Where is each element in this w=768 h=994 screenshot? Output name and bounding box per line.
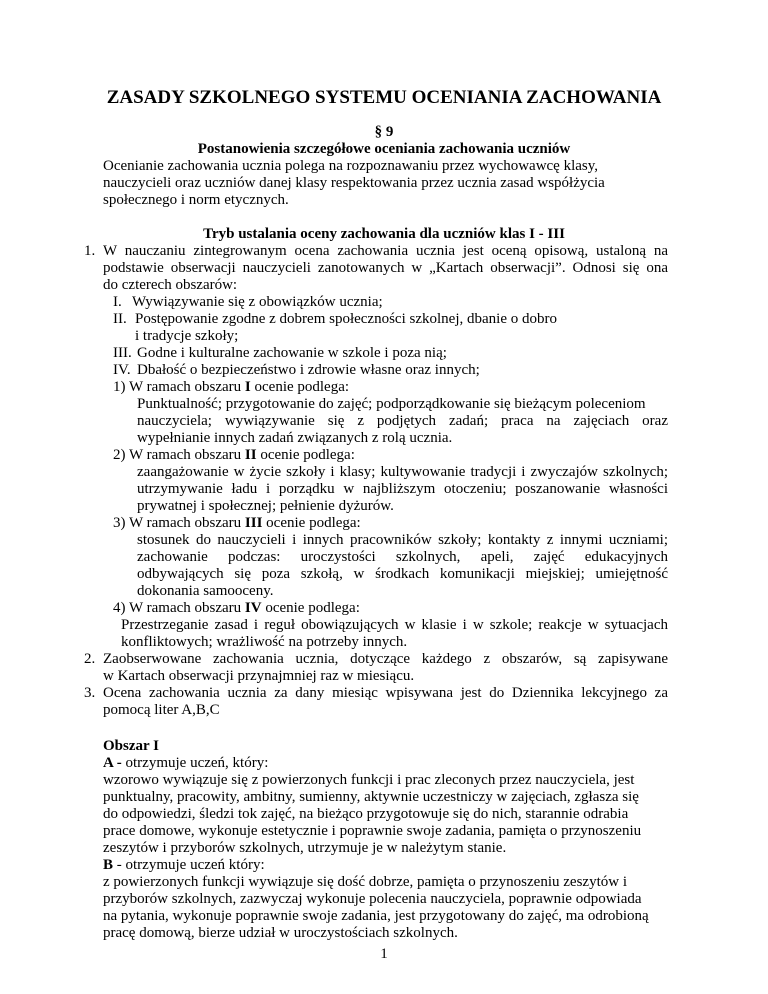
grade-b-line: pracę domową, bierze udział w uroczystościach szkolnych.	[103, 925, 458, 941]
grade-a-line: wzorowo wywiązuje się z powierzonych funkcji i prac zleconych przez nauczyciela, jest	[103, 772, 635, 788]
grade-a-line: prace domowe, wykonuje estetycznie i poprawnie swoje zadania, pamięta o przynoszeniu	[103, 823, 642, 839]
intro-line: nauczycieli oraz uczniów danej klasy respektowania przez ucznia zasad współżycia	[103, 175, 605, 191]
paragraph-line: pomocą liter A,B,C	[103, 702, 220, 718]
area-text: Dbałość o bezpieczeństwo i zdrowie własne oraz innych;	[137, 362, 480, 378]
sub-item-line: zaangażowanie w życie szkoły i klasy; kultywowanie tradycji i zwyczajów szkolnych;	[137, 464, 668, 480]
grade-b-line: z powierzonych funkcji wywiązuje się dość dobrze, pamięta o przynoszeniu zeszytów i	[103, 874, 627, 890]
paragraph-line: podstawie obserwacji nauczycieli zanotowanych w „Kartach obserwacji”. Odnosi się ona	[103, 260, 668, 276]
sub-item-heading: 1) W ramach obszaru I ocenie podlega:	[113, 379, 350, 395]
area-number: II.	[113, 311, 127, 327]
grade-a-line: zeszytów i przyborów szkolnych, utrzymuje je w należytym stanie.	[103, 840, 507, 856]
sub-item-line: Przestrzeganie zasad i reguł obowiązujących w klasie i w szkole; reakcje w sytuacjach	[121, 617, 668, 633]
area-text: Wywiązywanie się z obowiązków ucznia;	[132, 294, 383, 310]
area-number: IV.	[113, 362, 131, 378]
area-number: III.	[113, 345, 132, 361]
sub-item-line: konfliktowych; wrażliwość na potrzeby innych.	[121, 634, 408, 650]
paragraph-line: W nauczaniu zintegrowanym ocena zachowania ucznia jest oceną opisową, ustaloną na	[103, 243, 668, 259]
intro-line: Ocenianie zachowania ucznia polega na rozpoznawaniu przez wychowawcę klasy,	[103, 158, 599, 174]
area-text: Godne i kulturalne zachowanie w szkole i poza nią;	[137, 345, 447, 361]
grade-a-line: do odpowiedzi, śledzi tok zajęć, na bieżąco przygotowuje się do nich, starannie odrabia	[103, 806, 629, 822]
area-text: Postępowanie zgodne z dobrem społeczności szkolnej, dbanie o dobro	[135, 311, 557, 327]
sub-item-line: utrzymywanie ładu i porządku w najbliższym otoczeniu; poszanowanie własności	[137, 481, 668, 497]
list-number: 3.	[84, 685, 96, 701]
document-title: ZASADY SZKOLNEGO SYSTEMU OCENIANIA ZACHOWANIA	[106, 87, 662, 108]
sub-item-heading: 2) W ramach obszaru II ocenie podlega:	[113, 447, 355, 463]
list-number: 2.	[84, 651, 96, 667]
intro-line: społecznego i norm etycznych.	[103, 192, 289, 208]
section-heading: Postanowienia szczegółowe oceniania zachowania uczniów	[197, 141, 571, 157]
paragraph-line: w Kartach obserwacji przynajmniej raz w miesiącu.	[103, 668, 415, 684]
section-number: § 9	[374, 124, 394, 140]
paragraph-line: Zaobserwowane zachowania ucznia, dotyczące każdego z obszarów, są zapisywane	[103, 651, 668, 667]
sub-item-heading: 4) W ramach obszaru IV ocenie podlega:	[113, 600, 360, 616]
paragraph-line: do czterech obszarów:	[103, 277, 238, 293]
sub-item-line: prywatnej i społecznej; pełnienie dyżurów.	[137, 498, 394, 514]
sub-item-line: dokonania samooceny.	[137, 583, 274, 599]
grade-b-line: na pytania, wykonuje poprawnie swoje zadania, jest przygotowany do zajęć, ma odrobioną	[103, 908, 649, 924]
area-number: I.	[113, 294, 122, 310]
grade-b-line: przyborów szkolnych, zazwyczaj wykonuje polecenia nauczyciela, poprawnie odpowiada	[103, 891, 642, 907]
paragraph-line: Ocena zachowania ucznia za dany miesiąc wpisywana jest do Dziennika lekcyjnego za	[103, 685, 668, 701]
sub-item-line: wypełnianie innych zadań związanych z rolą ucznia.	[137, 430, 453, 446]
area-text: i tradycje szkoły;	[135, 328, 239, 344]
list-number: 1.	[84, 243, 96, 259]
sub-item-line: odbywających się poza szkołą, w środkach komunikacji miejskiej; umiejętność	[137, 566, 668, 582]
sub-item-line: nauczyciela; wywiązywanie się z podjętych zadań; praca na zajęciach oraz	[137, 413, 668, 429]
subheading: Tryb ustalania oceny zachowania dla uczniów klas I - III	[203, 226, 565, 242]
page-number: 1	[380, 946, 388, 962]
grade-a-heading: A - otrzymuje uczeń, który:	[103, 755, 269, 771]
grade-b-heading: B - otrzymuje uczeń który:	[103, 857, 265, 873]
sub-item-line: zachowanie podczas: uroczystości szkolnych, apeli, zajęć edukacyjnych	[137, 549, 668, 565]
sub-item-heading: 3) W ramach obszaru III ocenie podlega:	[113, 515, 361, 531]
sub-item-line: Punktualność; przygotowanie do zajęć; podporządkowanie się bieżącym poleceniom	[137, 396, 646, 412]
grade-a-line: punktualny, pracowity, ambitny, sumienny, aktywnie uczestniczy w zajęciach, zgłasza się	[103, 789, 639, 805]
obszar-heading: Obszar I	[103, 738, 159, 754]
sub-item-line: stosunek do nauczycieli i innych pracowników szkoły; kontakty z innymi uczniami;	[137, 532, 668, 548]
